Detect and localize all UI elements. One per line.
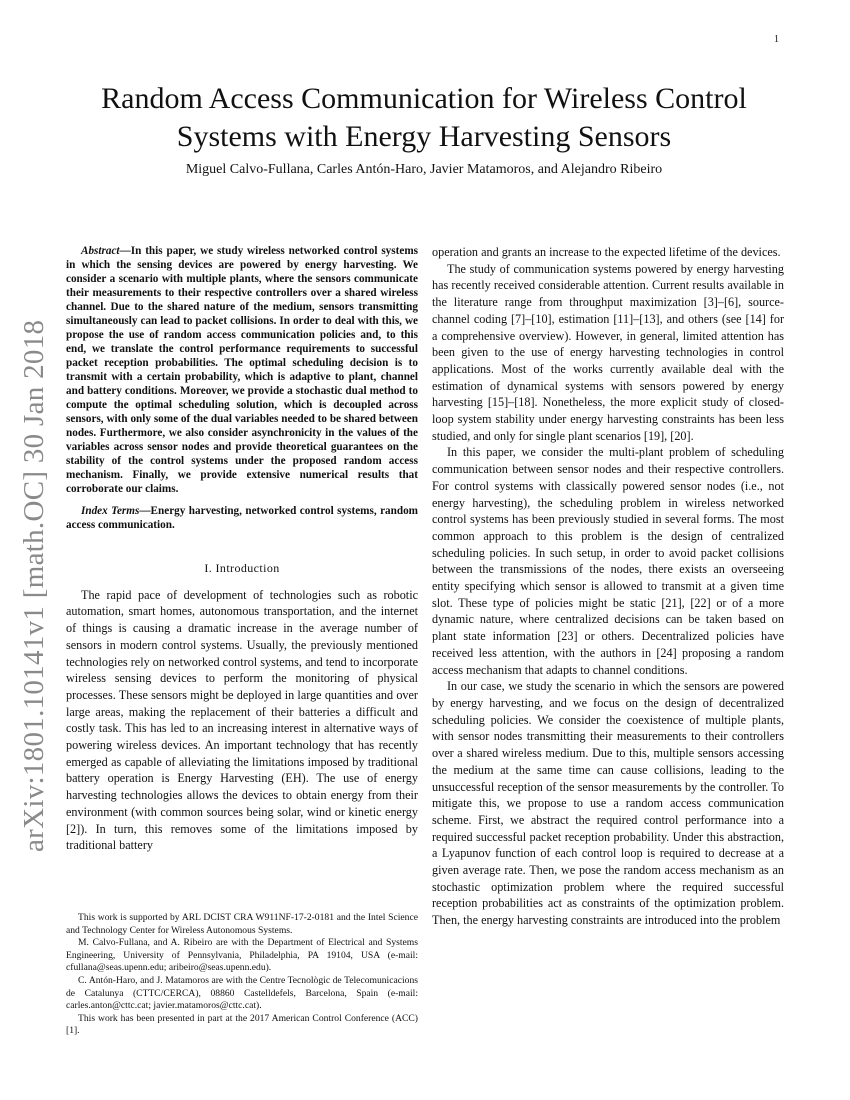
section-heading-introduction: I. Introduction xyxy=(204,561,280,575)
footnote-affiliation-cttc: C. Antón-Haro, and J. Matamoros are with the Centre Tecnològic de Telecomunicacions de Catalunya (CTTC/CERCA), 08860 Castelldefels, Barcelona, Spain (e-mail: carles.anton@cttc.cat; javier.matamoros@cttc.cat). xyxy=(66,974,418,1012)
paragraph: In this paper, we consider the multi-plant problem of scheduling communication between sensor nodes and their respective controllers. For control systems with classically powered sensor nodes (i.e., not energy harvesting), the scheduling problem in wireless networked control systems has been previously studied in several forms. The most common approach to this problem is the design of centralized scheduling policies. In such setup, in order to avoid packet collisions between the transmissions of the nodes, there exists an overseeing entity specifying which sensor is allowed to transmit at a given time slot. These type of policies might be static [21], [22] or of a more dynamic nature, where centralized decisions can be taken based on plant state information [23] or others. Decentralized policies have received less attention, with the authors in [24] proposing a random access mechanism that adapts to channel conditions. xyxy=(432,445,784,677)
paper-title: Random Access Communication for Wireless Control Systems with Energy Harvesting Sensors xyxy=(101,82,747,153)
paragraph: In our case, we study the scenario in which the sensors are powered by energy harvesting, and we focus on the design of decentralized scheduling policies. We consider the coexistence of multiple plants, with sensor nodes transmitting their measurements to their controllers over a shared wireless medium. Due to this, multiple sensors accessing the medium at the same time can cause collisions, leading to the unsuccessful reception of the sensor measurements by the controller. To mitigate this, we propose to use a random access communication scheme. First, we abstract the required control performance into a required successful packet reception probability. Under this abstraction, a Lyapunov function of each control loop is required to decrease at a given average rate. Then, we pose the random access mechanism as an stochastic optimization problem where the required successful reception probabilities act as constraints of the optimization problem. Then, the energy harvesting constraints are introduced into the problem xyxy=(432,679,784,928)
abstract-label: Abstract xyxy=(81,245,120,257)
abstract-text: —In this paper, we study wireless networked control systems in which the sensing devices are powered by energy harvesting. We consider a scenario with multiple plants, where the sensors communicate their measurements to their respective controllers over a shared wireless channel. Due to the shared nature of the medium, sensors transmitting simultaneously can lead to packet collisions. In order to deal with this, we propose the use of random access communication policies and, to this end, we translate the control performance requirements to successful packet reception probabilities. The optimal scheduling decision is to transmit with a certain probability, which is adaptive to plant, channel and battery conditions. Moreover, we provide a stochastic dual method to compute the optimal scheduling solution, which is decoupled across sensors, with only some of the dual variables needed to be shared between nodes. Furthermore, we also consider asynchronicity in the values of the variables across sensor nodes and provide theoretical guarantees on the stability of the control systems under the proposed random access mechanism. Finally, we provide extensive numerical results that corroborate our claims. xyxy=(66,245,418,495)
right-column xyxy=(432,244,784,929)
index-terms xyxy=(66,504,418,532)
index-terms-text: —Energy harvesting, networked control systems, random access communication. xyxy=(66,505,418,531)
paragraph: The rapid pace of development of technologies such as robotic automation, smart homes, autonomous transportation, and the internet of things is causing a dramatic increase in the average number of sensors in modern control systems. Usually, the previously mentioned technologies rely on networked control systems, and tend to incorporate wireless sensing devices to perform the monitoring of physical processes. These sensors might be deployed in large quantities and over large areas, making the replacement of their batteries a difficult and costly task. This has led to an increasing interest in alternative ways of powering wireless devices. An important technology that has recently emerged as capable of alleviating the limitations imposed by traditional battery operation is Energy Harvesting (EH). The use of energy harvesting technologies allows the devices to obtain energy from their environment (with common sources being solar, wind or kinetic energy [2]). In turn, this removes some of the limitations imposed by traditional battery xyxy=(66,587,418,853)
footnote-funding: This work is supported by ARL DCIST CRA W911NF-17-2-0181 and the Intel Science and Technology Center for Wireless Autonomous Systems. xyxy=(66,912,418,936)
author-list: Miguel Calvo-Fullana, Carles Antón-Haro, Javier Matamoros, and Alejandro Ribeiro xyxy=(185,162,663,177)
paragraph: The study of communication systems powered by energy harvesting has recently received considerable attention. Current results available in the literature range from throughput maximization [3]–[6], source-channel coding [7]–[10], estimation [11]–[13], and others (see [14] for a comprehensive overview). However, in general, limited attention has been given to the use of energy harvesting technologies in control applications. Most of the works currently available deal with the estimation of dynamical systems with sensors powered by energy harvesting [15]–[18]. Nonetheless, the more explicit study of closed-loop system stability under energy harvesting constraints has been less studied, and only for single plant scenarios [19], [20]. xyxy=(432,261,784,443)
footnote-presentation: This work has been presented in part at the 2017 American Control Conference (ACC) [1]. xyxy=(66,1012,418,1037)
paragraph: operation and grants an increase to the expected lifetime of the devices. xyxy=(432,245,781,259)
left-column xyxy=(66,244,418,854)
footnotes xyxy=(66,912,418,1038)
abstract xyxy=(66,244,418,496)
arxiv-stamp: arXiv:1801.10141v1 [math.OC] 30 Jan 2018 xyxy=(18,319,50,852)
index-terms-label: Index Terms xyxy=(81,505,140,517)
footnote-affiliation-upenn: M. Calvo-Fullana, and A. Ribeiro are with the Department of Electrical and Systems Engineering, University of Pennsylvania, Philadelphia, PA 19104, USA (e-mail: cfullana@seas.upenn.edu; aribeiro@seas.upenn.edu). xyxy=(66,937,418,974)
page-number: 1 xyxy=(774,34,779,45)
